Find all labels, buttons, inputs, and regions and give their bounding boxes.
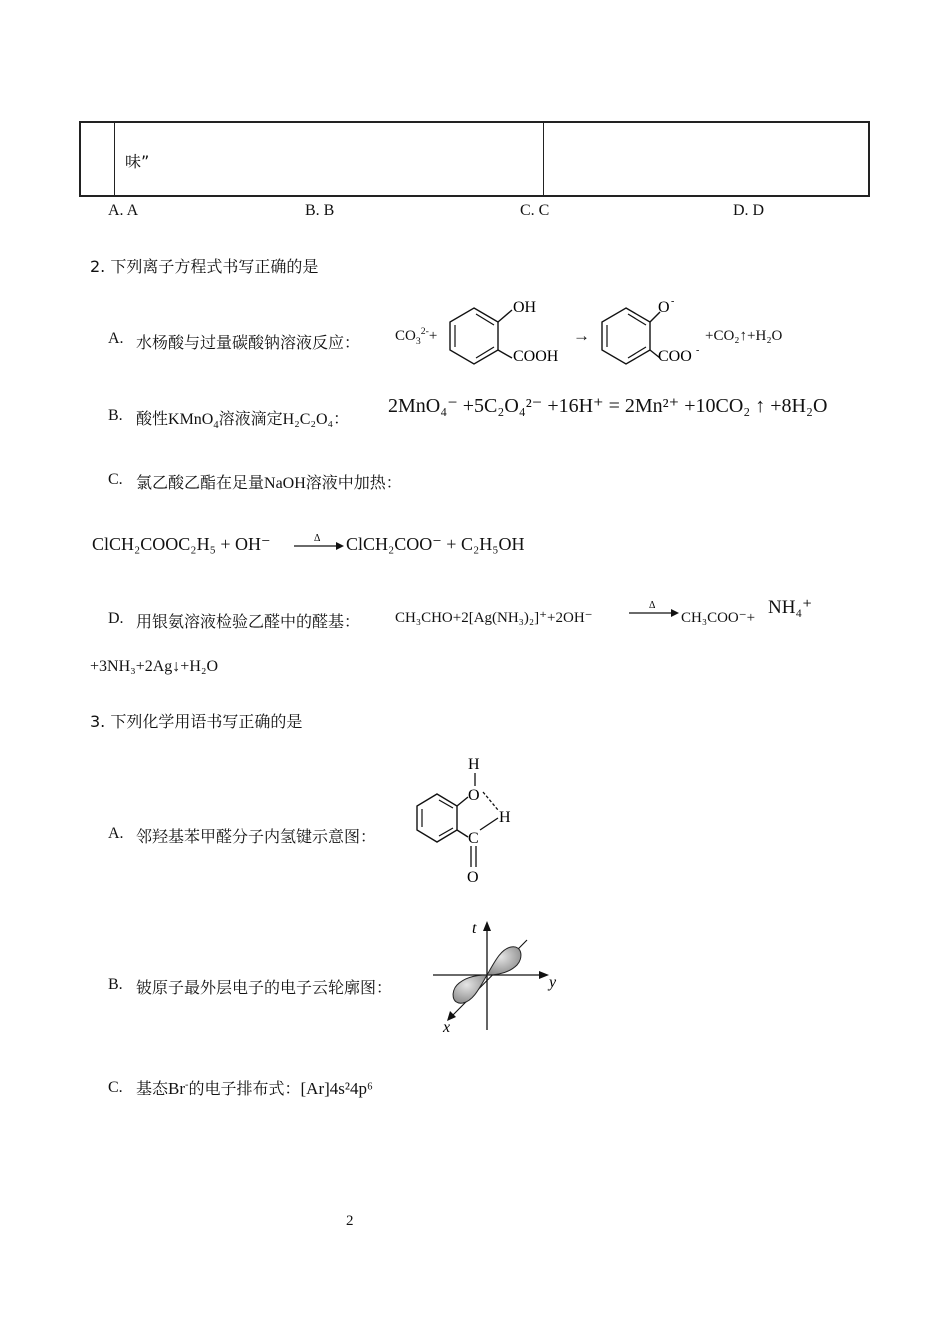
p-orbital-diagram bbox=[425, 915, 565, 1035]
q3-stem: 3. 下列化学用语书写正确的是 bbox=[90, 712, 303, 731]
q2-a-label[interactable]: A. bbox=[108, 330, 124, 347]
q2-b-label[interactable]: B. bbox=[108, 407, 123, 424]
q3-a-text: 邻羟基苯甲醛分子内氢键示意图： bbox=[136, 827, 377, 846]
q1-option-a[interactable]: A. A bbox=[108, 202, 139, 219]
table-divider-2 bbox=[543, 123, 544, 195]
salicylate-o-label: O bbox=[658, 299, 670, 316]
axis-x-label: x bbox=[443, 1019, 451, 1035]
structure-h-right: H bbox=[499, 809, 511, 826]
q2-b-equation: 2MnO₄⁻ +5C₂O₄²⁻ +16H⁺ = 2Mn²⁺ +10CO₂ ↑ +8H₂O bbox=[388, 395, 828, 417]
q2-stem: 2. 下列离子方程式书写正确的是 bbox=[90, 257, 319, 276]
salicylic-acid-structure bbox=[438, 294, 588, 369]
q1-option-b[interactable]: B. B bbox=[305, 202, 335, 219]
structure-o-bottom: O bbox=[467, 869, 479, 886]
answer-table bbox=[79, 121, 870, 197]
structure-o-top: O bbox=[468, 787, 480, 804]
q2-c-text: 氯乙酸乙酯在足量NaOH溶液中加热： bbox=[136, 473, 402, 492]
q2-c-heat-label: Δ bbox=[314, 533, 321, 544]
q2-d-text: 用银氨溶液检验乙醛中的醛基： bbox=[136, 612, 361, 631]
q3-b-text: 铍原子最外层电子的电子云轮廓图： bbox=[136, 978, 393, 997]
q3-b-label[interactable]: B. bbox=[108, 976, 123, 993]
salicylic-cooh-label: COOH bbox=[513, 348, 559, 365]
table-divider-1 bbox=[114, 123, 115, 195]
q3-c-label[interactable]: C. bbox=[108, 1079, 123, 1096]
q3-c-text: 基态Br-的电子排布式：[Ar]4s²4p⁶ bbox=[136, 1079, 373, 1098]
axis-y-label: y bbox=[549, 974, 557, 991]
q2-a-reactant: $CO_3^{2-}+$ bbox=[395, 326, 438, 347]
q2-d-eq-line2: +3NH₃+2Ag↓+H₂O bbox=[90, 658, 218, 675]
salicylate-coo-label: COO bbox=[658, 348, 692, 365]
q2-a-arrow: → bbox=[573, 326, 590, 345]
q2-a-text: 水杨酸与过量碳酸钠溶液反应： bbox=[136, 333, 361, 352]
salicylate-coo-charge: - bbox=[696, 345, 700, 356]
q2-a-tail: +CO₂↑+H₂O bbox=[705, 328, 783, 344]
table-cell-text: 味” bbox=[125, 152, 150, 171]
page-number: 2 bbox=[346, 1213, 354, 1229]
q2-c-eq-right: ClCH₂COO⁻ + C₂H₅OH bbox=[346, 534, 525, 554]
salicylic-oh-label: OH bbox=[513, 299, 537, 316]
q2-d-label[interactable]: D. bbox=[108, 610, 124, 627]
q1-option-c[interactable]: C. C bbox=[520, 202, 550, 219]
q2-d-eq-right: CH₃COO⁻+ bbox=[681, 610, 756, 626]
structure-c: C bbox=[468, 830, 479, 847]
q1-option-d[interactable]: D. D bbox=[733, 202, 765, 219]
q2-d-reaction-arrow bbox=[627, 598, 681, 620]
q2-c-label[interactable]: C. bbox=[108, 471, 123, 488]
salicylate-structure bbox=[590, 294, 710, 369]
o-hydroxybenzaldehyde-structure bbox=[405, 750, 530, 890]
q2-d-eq-left: CH₃CHO+2[Ag(NH₃)₂]⁺+2OH⁻ bbox=[395, 610, 593, 626]
q2-b-text: 酸性KMnO$_4$溶液滴定H₂C₂O₄： bbox=[136, 409, 350, 432]
q2-d-heat-label: Δ bbox=[649, 600, 656, 611]
axis-t-label: t bbox=[472, 920, 477, 937]
structure-h-top: H bbox=[468, 756, 480, 773]
q3-a-label[interactable]: A. bbox=[108, 825, 124, 842]
q2-d-nh4: NH₄⁺ bbox=[768, 597, 813, 618]
q2-c-reaction-arrow bbox=[292, 532, 346, 552]
q2-c-eq-left: ClCH₂COOC₂H₅ + OH⁻ bbox=[92, 534, 271, 554]
salicylate-o-charge: - bbox=[671, 296, 675, 307]
